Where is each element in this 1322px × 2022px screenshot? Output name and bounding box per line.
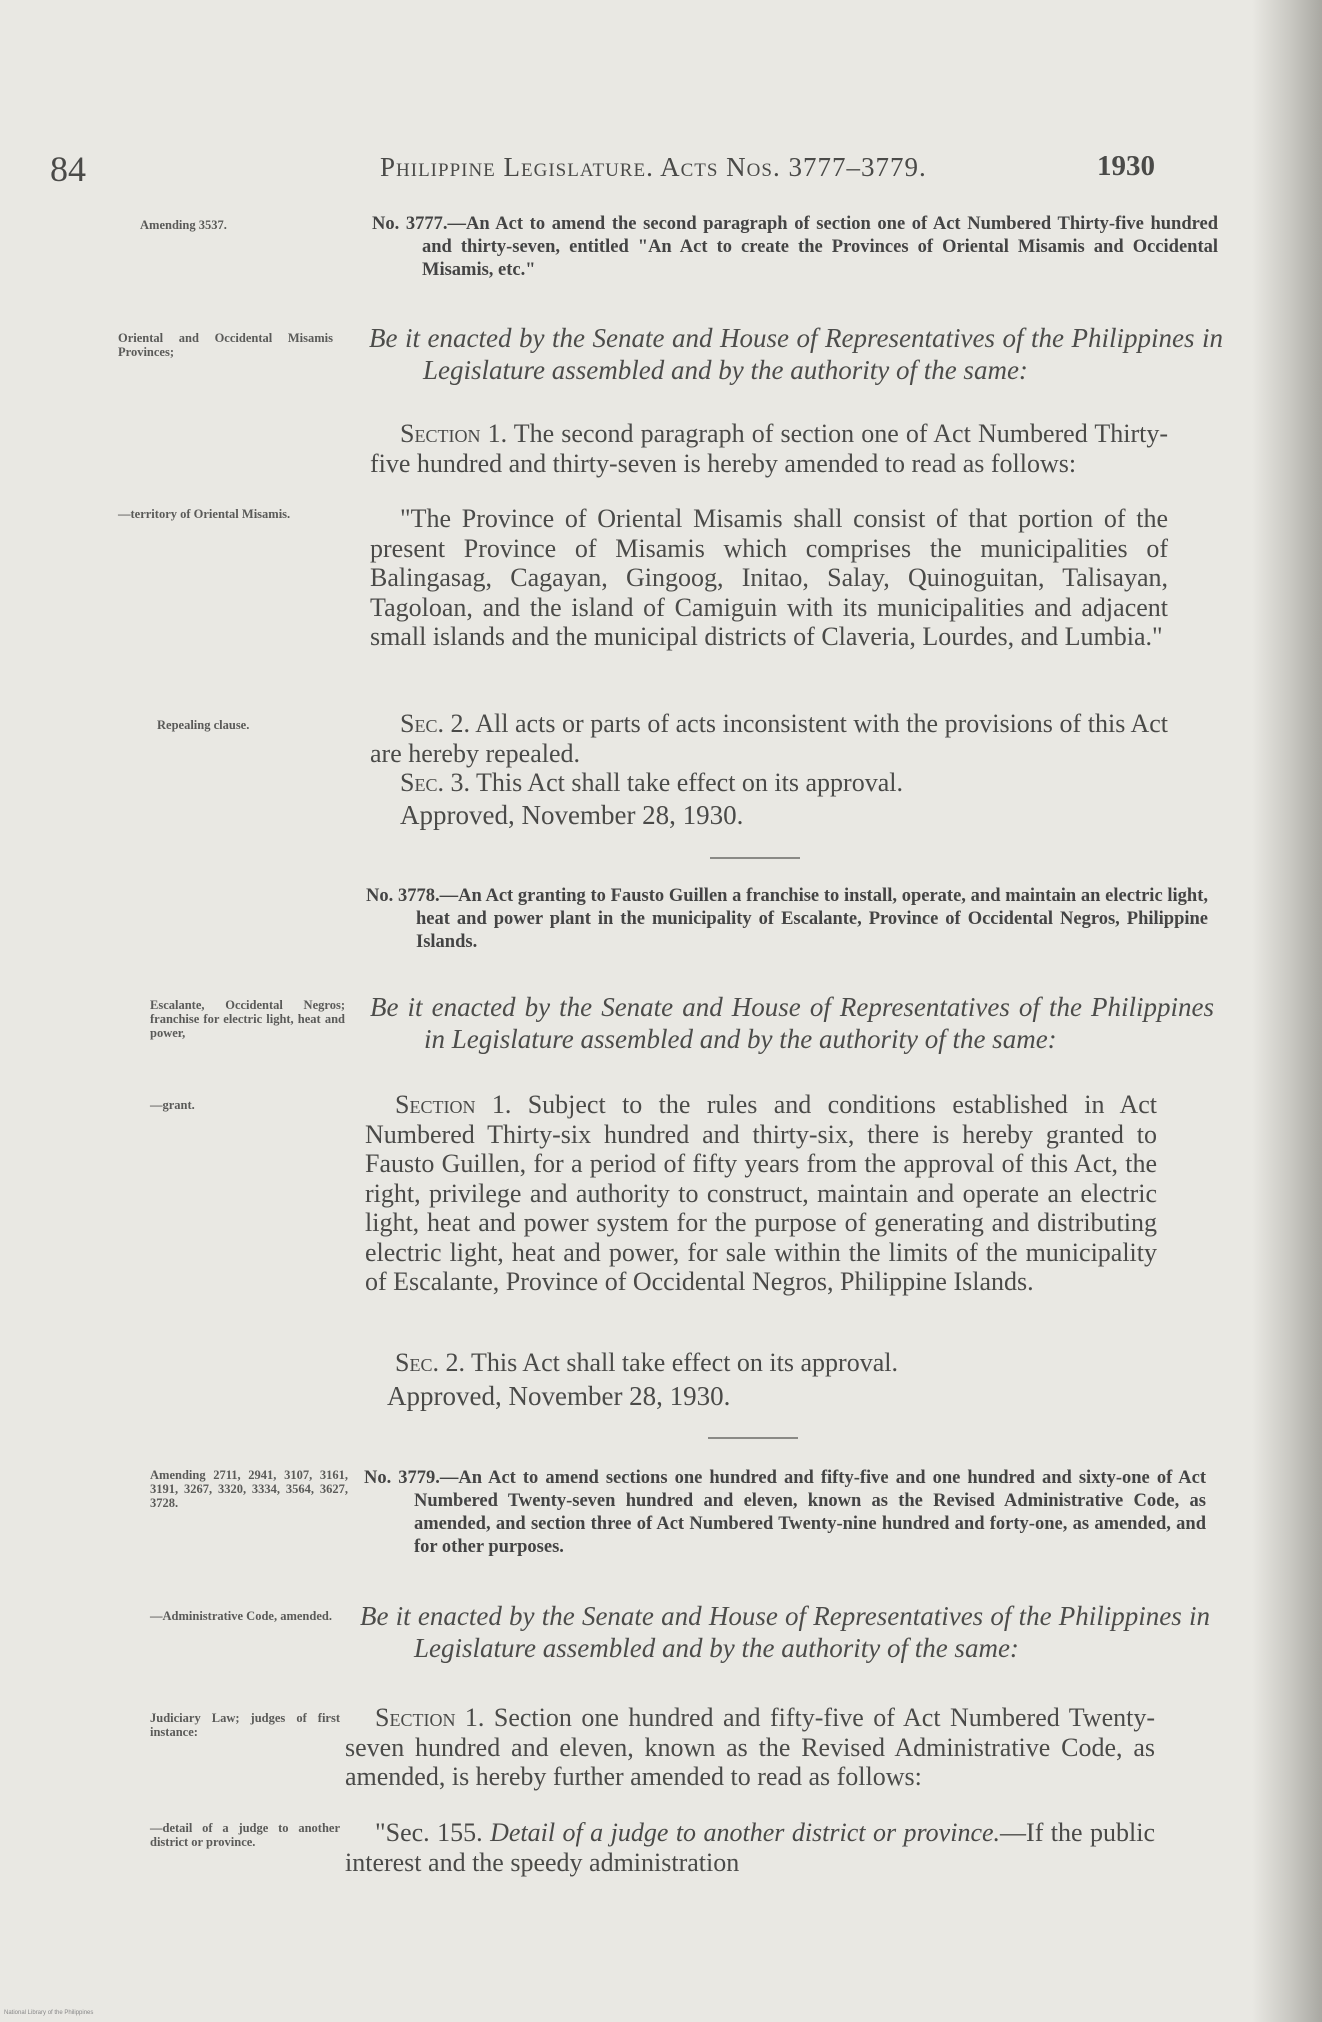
act-3777-quoted-provision: "The Province of Oriental Misamis shall consist of that portion of the present Province of Misamis which comprises the municipalities of Balingasag, Cagayan, Gingoog, Initao, Salay, Quinoguitan, Talisayan, Tagoloan, and the island of Camiguin with its municipalities and adjacent small islands and the municipal districts of Claveria, Lourdes, and Lumbia." — [370, 504, 1168, 651]
section-text: 1. Section one hundred and fifty-five of Act Numbered Twenty-seven hundred and eleven, known as the Revised Administrative Code, as amended, is hereby further amended to read as follows: — [345, 1703, 1155, 1791]
section-text: 1. The second paragraph of section one of Act Numbered Thirty-five hundred and thirty-seven is hereby amended to read as follows: — [370, 419, 1168, 478]
scan-shadow-edge — [1252, 0, 1322, 2022]
section-label: Section — [395, 1090, 476, 1119]
act-3777-title: No. 3777.—An Act to amend the second paragraph of section one of Act Numbered Thirty-five hundred and thirty-seven, entitled "An Act to create the Provinces of Oriental Misamis and Occidental Misamis, etc." — [372, 214, 1218, 280]
act-3779-enacting-clause: Be it enacted by the Senate and House of Representatives of the Philippines in Legislature assembled and by the authority of the same: — [360, 1601, 1210, 1663]
act-3778-enacting-clause: Be it enacted by the Senate and House of Representatives of the Philippines in Legislature assembled and by the authority of the same: — [370, 992, 1214, 1054]
section-text: —If the public interest and the speedy administration — [345, 1818, 1155, 1877]
section-label: Section — [375, 1703, 456, 1732]
section-divider — [708, 1437, 798, 1439]
section-label: Sec. — [400, 768, 444, 797]
act-3778-approved: Approved, November 28, 1930. — [387, 1381, 731, 1411]
margin-note-repealing: Repealing clause. — [157, 718, 250, 732]
act-3777-approved: Approved, November 28, 1930. — [400, 800, 744, 830]
section-heading: Detail of a judge to another district or province. — [490, 1818, 1001, 1847]
margin-note-escalante-franchise: Escalante, Occidental Negros; franchise for electric light, heat and power, — [150, 998, 345, 1040]
section-text: 2. This Act shall take effect on its approval. — [438, 1348, 898, 1377]
act-3777-section-1 — [370, 419, 1168, 478]
act-3778-section-2 — [365, 1348, 1157, 1378]
page-header — [50, 148, 1155, 188]
section-label: Sec. — [395, 1348, 439, 1377]
margin-note-amending-3537: Amending 3537. — [140, 218, 227, 232]
section-label: Section — [400, 419, 481, 448]
act-3778-section-1 — [365, 1090, 1157, 1297]
section-text: 1. Subject to the rules and conditions established in Act Numbered Thirty-six hundred and thirty-six, there is hereby granted to Fausto Guillen, for a period of fifty years from the approval of this Act, the right, privilege and authority to construct, maintain and operate an electric light, heat and power system for the purpose of generating and distributing electric light, heat and power, for sale within the limits of the municipality of Escalante, Province of Occidental Negros, Philippine Islands. — [365, 1090, 1157, 1296]
act-3779-section-1 — [345, 1703, 1155, 1792]
margin-note-judiciary-law: Judiciary Law; judges of first instance: — [150, 1711, 340, 1739]
act-3778-title: No. 3778.—An Act granting to Fausto Guillen a franchise to install, operate, and maintain an electric light, heat and power plant in the municipality of Escalante, Province of Occidental Negros, Philippine Islands. — [366, 886, 1208, 952]
scan-footer: National Library of the Philippines — [4, 2010, 94, 2016]
margin-note-grant: —grant. — [150, 1098, 195, 1112]
margin-note-administrative-code: —Administrative Code, amended. — [150, 1609, 332, 1623]
margin-note-territory: —territory of Oriental Misamis. — [118, 507, 291, 521]
margin-note-detail-of-judge: —detail of a judge to another district or province. — [150, 1821, 340, 1849]
section-text: 3. This Act shall take effect on its approval. — [443, 768, 903, 797]
section-label: Sec. — [400, 709, 444, 738]
act-3779-section-155 — [345, 1818, 1155, 1877]
header-year: 1930 — [1097, 150, 1155, 182]
running-head: Philippine Legislature. Acts Nos. 3777–3779. — [380, 152, 927, 182]
section-divider — [710, 857, 800, 859]
act-3777-section-2 — [370, 709, 1168, 768]
page-number: 84 — [50, 149, 86, 189]
margin-note-misamis-provinces: Oriental and Occidental Misamis Provinces; — [118, 331, 333, 359]
act-3777-section-3 — [370, 768, 1168, 798]
act-3779-title: No. 3779.—An Act to amend sections one hundred and fifty-five and one hundred and sixty-one of Act Numbered Twenty-seven hundred and eleven, known as the Revised Administrative Code, as amended, and section three of Act Numbered Twenty-nine hundred and forty-one, as amended, and for other purposes. — [364, 1468, 1206, 1557]
section-text: 2. All acts or parts of acts inconsistent with the provisions of this Act are hereby repealed. — [370, 709, 1168, 768]
act-3777-enacting-clause: Be it enacted by the Senate and House of Representatives of the Philippines in Legislature assembled and by the authority of the same: — [369, 323, 1223, 385]
margin-note-amending-list: Amending 2711, 2941, 3107, 3161, 3191, 3267, 3320, 3334, 3564, 3627, 3728. — [150, 1468, 348, 1510]
section-label: "Sec. 155. — [375, 1818, 491, 1847]
